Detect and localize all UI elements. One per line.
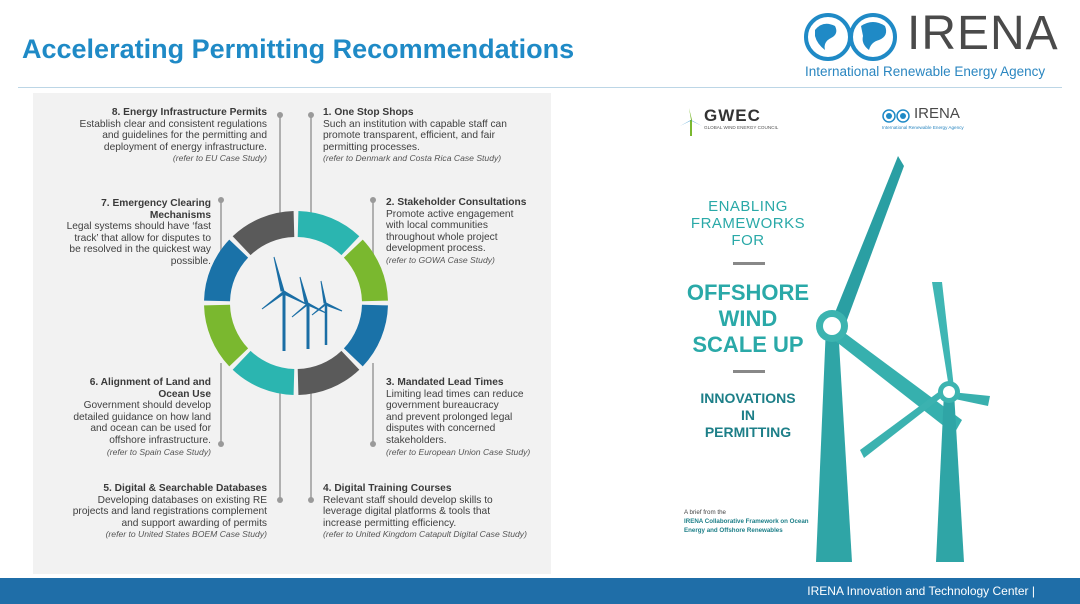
ring-segment — [298, 211, 360, 255]
ring-segment — [204, 305, 248, 367]
connector-dot — [308, 112, 314, 118]
connector-dot — [218, 197, 224, 203]
rec-3-line: and prevent prolonged legal — [386, 411, 513, 423]
cover-subhead-line: PERMITTING — [704, 424, 792, 440]
rec-2-title: 2. Stakeholder Consultations — [386, 197, 527, 208]
connector-line-bottom-right — [310, 385, 312, 500]
cover-brief — [684, 508, 844, 535]
rec-2-line: development process. — [386, 243, 486, 255]
irena-globe-icon — [803, 12, 903, 62]
rec-1-line: Such an institution with capable staff can — [323, 118, 507, 130]
rec-1-line: promote transparent, efficient, and fair — [323, 130, 495, 142]
connector-dot — [370, 441, 376, 447]
rec-3-reference: (refer to European Union Case Study) — [386, 446, 531, 457]
rec-5-line: Developing databases on existing RE — [97, 494, 267, 506]
rec-8-line: and guidelines for the permitting and — [102, 130, 267, 142]
cover-brief-line: Energy and Offshore Renewables — [684, 527, 783, 534]
rec-3-line: Limiting lead times can reduce — [386, 388, 524, 400]
ring-segment — [233, 211, 295, 255]
cover-headline-line: WIND — [718, 306, 778, 331]
rec-2-line: throughout whole project — [386, 231, 498, 243]
cover-subhead-line: IN — [741, 407, 755, 423]
cover-headline-line: SCALE UP — [692, 332, 804, 357]
rec-4-reference: (refer to United Kingdom Catapult Digital Case Study) — [323, 529, 527, 540]
cover-irena-subtitle: International Renewable Energy Agency — [882, 125, 964, 130]
rec-7-line: possible. — [170, 255, 211, 267]
rec-8-line: Establish clear and consistent regulations — [79, 118, 267, 130]
wind-turbines-icon — [262, 257, 342, 351]
cover-kicker-line: FOR — [731, 232, 765, 249]
connector-dot — [370, 197, 376, 203]
recommendations-panel — [33, 93, 551, 574]
rec-2-line: with local communities — [386, 220, 488, 232]
rec-3-line: stakeholders. — [386, 434, 447, 446]
ring-segment — [344, 240, 388, 302]
irena-small-globe-icon — [882, 109, 912, 123]
recommendation-5 — [39, 483, 267, 541]
gwec-wordmark: GWEC — [704, 106, 761, 125]
recommendation-8 — [45, 107, 267, 165]
rec-8-title: 8. Energy Infrastructure Permits — [111, 107, 267, 118]
connector-dot — [218, 441, 224, 447]
connector-dot — [277, 112, 283, 118]
rec-4-line: Relevant staff should develop skills to — [323, 494, 493, 506]
logo-wordmark: IRENA — [907, 7, 1059, 60]
cover-divider — [733, 262, 765, 265]
ring-segment — [233, 351, 295, 395]
rec-2-reference: (refer to GOWA Case Study) — [386, 254, 495, 265]
cover-brief-line: A brief from the — [684, 509, 726, 516]
rec-6-line: and ocean can be used for — [90, 423, 211, 435]
gwec-subtitle: GLOBAL WIND ENERGY COUNCIL — [704, 125, 779, 130]
cover-kicker-line: FRAMEWORKS — [690, 215, 806, 232]
cover-headline — [668, 280, 828, 358]
cover-subhead — [668, 390, 828, 441]
recommendation-1 — [323, 107, 543, 165]
cover-kicker-line: ENABLING — [708, 198, 788, 215]
connector-line-bottom-left — [279, 385, 281, 500]
rec-5-line: and support awarding of permits — [121, 517, 267, 529]
footer-text: IRENA Innovation and Technology Center | — [807, 584, 1035, 598]
recommendation-3 — [386, 377, 548, 458]
rec-7-line: track’ that allow for disputes to — [74, 232, 211, 244]
rec-6-line: offshore infrastructure. — [109, 434, 211, 446]
rec-6-line: detailed guidance on how land — [73, 411, 211, 423]
rec-3-title: 3. Mandated Lead Times — [386, 377, 504, 388]
rec-5-line: projects and land registrations complement — [72, 506, 267, 518]
rec-1-line: permitting processes. — [323, 141, 420, 153]
rec-6-reference: (refer to Spain Case Study) — [106, 446, 211, 457]
irena-logo — [803, 7, 1068, 82]
footer-bar — [0, 578, 1080, 604]
gwec-logo-icon — [680, 108, 702, 136]
cover-headline-line: OFFSHORE — [686, 280, 810, 305]
rec-7-title: 7. Emergency Clearing — [101, 198, 211, 209]
cover-divider — [733, 370, 765, 373]
cover-subhead-line: INNOVATIONS — [700, 390, 796, 406]
rec-7-line: Legal systems should have ‘fast — [66, 221, 211, 233]
cover-brief-line: IRENA Collaborative Framework on Ocean — [684, 518, 809, 525]
logo-subtitle: International Renewable Energy Agency — [805, 64, 1046, 79]
rec-2-line: Promote active engagement — [386, 208, 514, 220]
wind-ring-diagram — [204, 211, 388, 395]
recommendation-4 — [323, 483, 548, 541]
rec-8-reference: (refer to EU Case Study) — [172, 153, 267, 164]
rec-5-reference: (refer to United States BOEM Case Study) — [105, 529, 267, 540]
rec-4-title: 4. Digital Training Courses — [323, 483, 452, 494]
rec-4-line: increase permitting efficiency. — [323, 517, 457, 529]
ring-segment — [344, 305, 388, 367]
rec-6-title: Ocean Use — [158, 388, 211, 400]
recommendation-6 — [51, 377, 211, 458]
rec-7-line: be resolved in the quickest way — [69, 244, 211, 256]
title-divider — [18, 87, 1062, 88]
recommendation-7 — [51, 198, 211, 268]
connector-dot — [277, 497, 283, 503]
rec-5-title: 5. Digital & Searchable Databases — [103, 483, 267, 494]
rec-6-title: 6. Alignment of Land and — [89, 377, 211, 388]
slide-title: Accelerating Permitting Recommendations — [22, 34, 575, 64]
rec-3-line: government bureaucracy — [386, 400, 499, 412]
report-cover — [668, 96, 992, 562]
ring-segment — [298, 351, 360, 395]
rec-7-title: Mechanisms — [149, 209, 211, 221]
recommendation-2 — [386, 197, 546, 267]
cover-kicker — [668, 198, 828, 249]
rec-1-title: 1. One Stop Shops — [323, 107, 414, 118]
rec-8-line: deployment of energy infrastructure. — [103, 141, 267, 153]
rec-3-line: disputes with concerned — [386, 423, 496, 435]
rec-6-line: Government should develop — [83, 400, 211, 412]
rec-1-reference: (refer to Denmark and Costa Rica Case Study) — [323, 153, 502, 164]
rec-4-line: leverage digital platforms & tools that — [323, 506, 491, 518]
connector-dot — [308, 497, 314, 503]
cover-irena-wordmark: IRENA — [914, 105, 960, 122]
